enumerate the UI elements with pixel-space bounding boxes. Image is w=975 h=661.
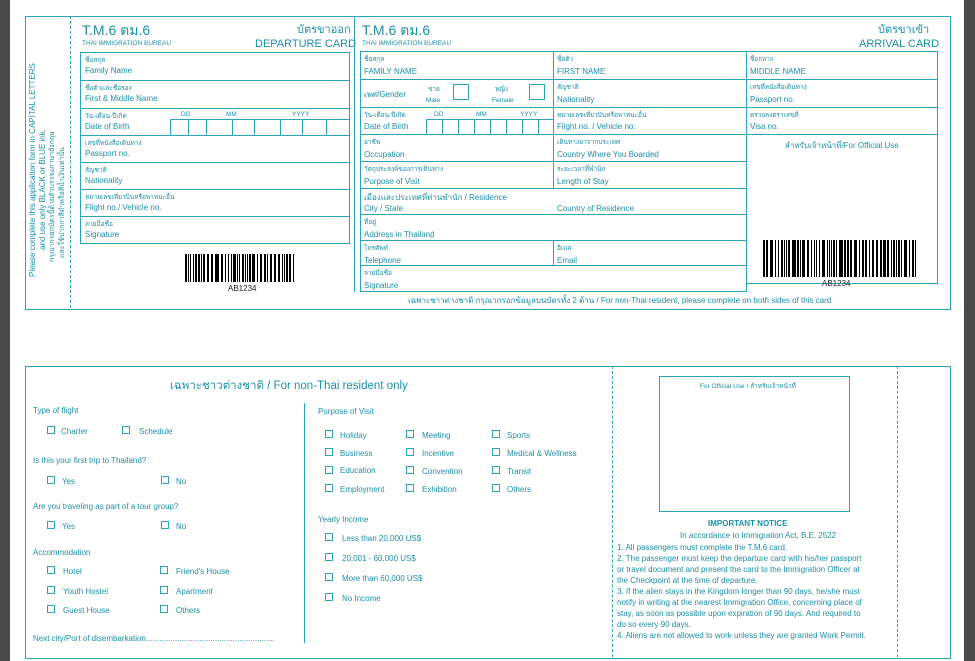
barcode-stripe <box>770 240 772 277</box>
arrival-email-en: Email <box>557 256 578 265</box>
barcode-stripe <box>264 254 267 282</box>
barcode-stripe <box>881 240 882 277</box>
barcode-stripe <box>221 254 223 282</box>
barcode-stripe <box>883 240 885 277</box>
purpose-transit-label: Transit <box>507 467 532 476</box>
arrival-bureau: THAI IMMIGRATION BUREAU <box>362 40 452 47</box>
barcode-stripe <box>233 254 236 282</box>
arrival-occupation-th: อาชีพ <box>364 139 381 146</box>
type-of-flight-label: Type of flight <box>33 406 79 415</box>
barcode-stripe <box>293 254 294 282</box>
yearly-income-label: Yearly Income <box>318 515 369 524</box>
purpose-of-visit-label: Purpose of Visit <box>318 407 374 416</box>
departure-label-en: Date of Birth <box>85 122 130 131</box>
barcode-stripe <box>792 240 793 277</box>
arrival-family-en: FAMILY NAME <box>364 67 418 76</box>
first-trip-yes-checkbox[interactable] <box>47 476 55 484</box>
barcode-stripe <box>814 240 815 277</box>
income-20k-60k-checkbox[interactable] <box>325 553 333 561</box>
departure-label-en: Nationality <box>85 176 123 185</box>
arrival-flight-en: Flight no. / Vehicle no. <box>557 122 636 131</box>
notice-line: the Checkpoint at the time of departure. <box>617 576 758 585</box>
departure-dob-mm: MM <box>226 111 237 118</box>
arrival-flight-th: หมายเลขเที่ยวบินหรือพาหนะอื่น <box>557 112 647 119</box>
barcode-stripe <box>829 240 830 277</box>
back-perforation <box>897 366 898 657</box>
arrival-telephone-th: โทรศัพท์ <box>364 245 388 252</box>
barcode-stripe <box>819 240 821 277</box>
income-less-20k-label: Less than 20,000 US$ <box>342 534 422 543</box>
arrival-dob-dd: DD <box>434 111 444 118</box>
barcode-stripe <box>901 240 903 277</box>
arrival-visa-th: ตรวจลงตราเลขที่ <box>750 112 799 119</box>
arrival-purpose-en: Purpose of Visit <box>364 177 420 186</box>
barcode-stripe <box>778 240 779 277</box>
barcode-stripe <box>784 240 785 277</box>
barcode-stripe <box>211 254 213 282</box>
schedule-label: Schedule <box>139 427 173 436</box>
barcode-stripe <box>862 240 864 277</box>
accommodation-others-checkbox[interactable] <box>160 605 168 613</box>
departure-label-th: เลขที่หนังสือเดินทาง <box>85 140 142 147</box>
arrival-address-th: ที่อยู่ <box>364 219 376 226</box>
barcode-stripe <box>775 240 777 277</box>
arrival-country-res-en: Country of Residence <box>557 204 634 213</box>
barcode-stripe <box>887 240 889 277</box>
barcode-stripe <box>193 254 194 282</box>
arrival-dob-en: Date of Birth <box>364 122 409 131</box>
barcode-stripe <box>216 254 219 282</box>
barcode-stripe <box>257 254 258 282</box>
barcode-stripe <box>185 254 187 282</box>
dob-divider <box>170 119 171 136</box>
arrival-gender-label: เพศ/Gender <box>364 90 406 99</box>
barcode-stripe <box>800 240 801 277</box>
barcode-stripe <box>912 240 914 277</box>
barcode-stripe <box>816 240 817 277</box>
purpose-incentive-label: Incentive <box>422 449 455 458</box>
back-heading: เฉพาะชาวต่างชาติ / For non-Thai resident only <box>170 380 408 392</box>
charter-label: Charter <box>61 427 88 436</box>
income-more-60k-checkbox[interactable] <box>325 573 333 581</box>
arrival-purpose-th: วัตถุประสงค์ของการเดินทาง <box>364 166 443 173</box>
dob-divider <box>490 119 491 135</box>
arrival-nationality-en: Nationality <box>557 95 595 104</box>
male-label-th: ชาย <box>428 86 440 93</box>
barcode-stripe <box>827 240 828 277</box>
male-label-en: Male <box>426 97 441 104</box>
official-use-box <box>659 376 850 512</box>
notice-line: 2. The passenger must keep the departure card with his/her passport <box>617 554 862 563</box>
arrival-passport-en: Passport no. <box>750 95 795 104</box>
notice-line: 4. Aliens are not allowed to work unless they are granted Work Permit. <box>617 631 866 640</box>
side-note-th-2: และใช้ปากกาสีดำหรือสีน้ำเงินเท่านั้น <box>59 147 66 258</box>
purpose-incentive-checkbox[interactable] <box>406 448 414 456</box>
barcode-stripe <box>788 240 790 277</box>
barcode-stripe <box>891 240 892 277</box>
barcode-stripe <box>249 254 252 282</box>
dob-divider <box>280 119 281 136</box>
female-label-en: Female <box>492 97 514 104</box>
dob-divider <box>326 119 327 136</box>
arrival-signature-en: Signature <box>364 281 399 290</box>
purpose-employment-label: Employment <box>340 485 385 494</box>
departure-field-signature[interactable] <box>80 216 350 244</box>
friends-house-label: Friend's House <box>176 567 230 576</box>
departure-label-en: First & Middle Name <box>85 94 158 103</box>
departure-barcode-text: AB1234 <box>228 284 257 293</box>
youth-hostel-label: Youth Hostel <box>63 587 109 596</box>
first-trip-no-label: No <box>176 477 187 486</box>
guest-house-label: Guest House <box>63 606 110 615</box>
dob-divider <box>302 119 303 136</box>
barcode-stripe <box>267 254 268 282</box>
barcode-stripe <box>811 240 812 277</box>
purpose-meeting-label: Meeting <box>422 431 451 440</box>
notice-subtitle: In accordance to Immigration Act, B.E. 2522 <box>680 531 837 540</box>
departure-barcode <box>185 254 295 282</box>
guest-house-checkbox[interactable] <box>47 605 55 613</box>
barcode-stripe <box>836 240 837 277</box>
barcode-stripe <box>237 254 238 282</box>
arrival-boarded-en: Country Where You Boarded <box>557 150 659 159</box>
departure-label-th: ชื่อตัวและชื่อรอง <box>85 85 132 92</box>
notice-title: IMPORTANT NOTICE <box>708 519 788 528</box>
arrival-city-en: City / State <box>364 204 404 213</box>
purpose-holiday-checkbox[interactable] <box>325 430 333 438</box>
barcode-stripe <box>239 254 241 282</box>
first-trip-label: Is this your first trip to Thailand? <box>33 456 147 465</box>
arrival-residence-th: เมืองและประเทศที่ท่านพำนัก / Residence <box>364 193 507 202</box>
arrival-nationality-th: สัญชาติ <box>557 84 579 91</box>
purpose-others-checkbox[interactable] <box>492 484 500 492</box>
arrival-field-signature[interactable] <box>360 265 747 292</box>
barcode-stripe <box>203 254 206 282</box>
dob-divider <box>254 119 255 136</box>
barcode-stripe <box>896 240 897 277</box>
purpose-exhibition-checkbox[interactable] <box>406 484 414 492</box>
arrival-address-en: Address in Thailand <box>364 230 435 239</box>
official-use-box-label: For Official Use / สำหรับเจ้าหน้าที่ <box>700 383 796 390</box>
barcode-stripe <box>876 240 878 277</box>
departure-dob-dd: DD <box>181 111 191 118</box>
notice-line: do so every 90 days. <box>617 620 691 629</box>
first-trip-no-checkbox[interactable] <box>161 476 169 484</box>
tour-group-no-checkbox[interactable] <box>161 521 169 529</box>
next-city-field[interactable]: Next city/Port of disembarkation.......................................................... <box>33 634 275 643</box>
dob-divider <box>232 119 233 136</box>
youth-hostel-checkbox[interactable] <box>47 586 55 594</box>
barcode-stripe <box>278 254 281 282</box>
barcode-stripe <box>231 254 232 282</box>
document-page <box>10 0 964 661</box>
arrival-middle-th: ชื่อกลาง <box>750 56 774 63</box>
barcode-stripe <box>880 240 881 277</box>
female-checkbox[interactable] <box>529 84 545 100</box>
barcode-stripe <box>850 240 852 277</box>
barcode-stripe <box>274 254 276 282</box>
barcode-stripe <box>802 240 804 277</box>
purpose-employment-checkbox[interactable] <box>325 484 333 492</box>
purpose-transit-checkbox[interactable] <box>492 466 500 474</box>
dob-divider <box>506 119 507 135</box>
barcode-stripe <box>284 254 285 282</box>
arrival-barcode-text: AB1234 <box>822 279 851 288</box>
barcode-stripe <box>831 240 832 277</box>
barcode-stripe <box>763 240 765 277</box>
schedule-checkbox[interactable] <box>122 426 130 434</box>
tour-group-no-label: No <box>176 522 187 531</box>
arrival-code: T.M.6 ตม.6 <box>362 22 431 38</box>
barcode-stripe <box>904 240 906 277</box>
barcode-stripe <box>793 240 795 277</box>
apartment-label: Apartment <box>176 587 213 596</box>
arrival-title-en: ARRIVAL CARD <box>859 38 940 50</box>
arrival-signature-th: ลายมือชื่อ <box>364 270 392 277</box>
notice-line: notify in writing at the nearest Immigration Office, concerning place of <box>617 598 862 607</box>
arrival-field-email[interactable] <box>553 240 747 266</box>
male-checkbox[interactable] <box>453 84 469 100</box>
side-note-en-2: and use only BLACK or BLUE ink. <box>38 129 47 250</box>
side-note-en-1: Please complete this application form in CAPITAL LETTERS <box>28 63 37 277</box>
notice-line: 1. All passengers must complete the T.M.6 card. <box>617 543 788 552</box>
accommodation-others-label: Others <box>176 606 201 615</box>
barcode-stripe <box>859 240 861 277</box>
purpose-education-checkbox[interactable] <box>325 466 333 474</box>
arrival-title-th: บัตรขาเข้า <box>878 24 930 36</box>
barcode-stripe <box>242 254 244 282</box>
barcode-stripe <box>215 254 216 282</box>
barcode-stripe <box>854 240 856 277</box>
barcode-stripe <box>893 240 895 277</box>
tour-group-yes-checkbox[interactable] <box>47 521 55 529</box>
barcode-stripe <box>188 254 190 282</box>
arrival-dob-mm: MM <box>476 111 487 118</box>
barcode-stripe <box>766 240 768 277</box>
arrival-footer-note: เฉพาะชาวต่างชาติ กรุณากรอกข้อมูลบนบัตรทั้ง 2 ด้าน / For non-Thai resident, please complete on both sides of this card <box>408 296 832 305</box>
barcode-stripe <box>872 240 874 277</box>
barcode-stripe <box>909 240 911 277</box>
barcode-stripe <box>252 254 255 282</box>
arrival-middle-en: MIDDLE NAME <box>750 67 806 76</box>
official-use-label: สำหรับเจ้าหน้าที่/For Official Use <box>785 141 899 150</box>
purpose-others-label: Others <box>507 485 532 494</box>
purpose-education-label: Education <box>340 466 376 475</box>
arrival-visa-en: Visa no. <box>750 122 779 131</box>
arrival-first-en: FIRST NAME <box>557 67 606 76</box>
departure-bureau: THAI IMMIGRATION BUREAU <box>82 40 172 47</box>
barcode-stripe <box>844 240 846 277</box>
dob-divider <box>426 119 427 135</box>
barcode-stripe <box>195 254 197 282</box>
female-label-th: หญิง <box>495 86 508 93</box>
dob-divider <box>458 119 459 135</box>
barcode-stripe <box>840 240 842 277</box>
barcode-stripe <box>869 240 871 277</box>
arrival-length-en: Length of Stay <box>557 177 609 186</box>
barcode-stripe <box>786 240 787 277</box>
barcode-stripe <box>781 240 783 277</box>
purpose-holiday-label: Holiday <box>340 431 367 440</box>
barcode-stripe <box>807 240 809 277</box>
barcode-stripe <box>822 240 824 277</box>
arrival-telephone-en: Telephone <box>364 256 401 265</box>
departure-label-en: Passport no. <box>85 149 130 158</box>
hotel-label: Hotel <box>63 567 82 576</box>
departure-label-th: ชื่อสกุล <box>85 57 106 64</box>
arrival-barcode <box>763 240 918 277</box>
purpose-sports-checkbox[interactable] <box>492 430 500 438</box>
dob-divider <box>442 119 443 135</box>
departure-title-th: บัตรขาออก <box>297 24 351 36</box>
dob-divider <box>206 119 207 136</box>
barcode-stripe <box>915 240 916 277</box>
hotel-checkbox[interactable] <box>47 566 55 574</box>
barcode-stripe <box>190 254 191 282</box>
departure-label-th: ลายมือชื่อ <box>85 221 113 228</box>
purpose-sports-label: Sports <box>507 431 531 440</box>
column-divider <box>304 403 305 643</box>
barcode-stripe <box>847 240 849 277</box>
income-20k-60k-label: 20,001 - 60,000 US$ <box>342 554 416 563</box>
barcode-stripe <box>289 254 291 282</box>
barcode-stripe <box>898 240 900 277</box>
purpose-medical-checkbox[interactable] <box>492 448 500 456</box>
departure-label-th: สัญชาติ <box>85 167 107 174</box>
dob-divider <box>474 119 475 135</box>
back-perforation <box>612 366 613 657</box>
purpose-business-checkbox[interactable] <box>325 448 333 456</box>
arrival-family-th: ชื่อสกุล <box>364 56 385 63</box>
departure-title-en: DEPARTURE CARD <box>255 38 357 50</box>
barcode-stripe <box>198 254 200 282</box>
departure-perforation <box>70 16 71 308</box>
tour-group-label: Are you traveling as part of a tour group? <box>33 502 179 511</box>
notice-line: 3. If the alien stays in the Kingdom longer than 90 days, he/she must <box>617 587 860 596</box>
departure-label-en: Family Name <box>85 66 133 75</box>
arrival-dob-th: วัน-เดือน-ปีเกิด <box>364 112 406 119</box>
income-none-checkbox[interactable] <box>325 593 333 601</box>
dob-divider <box>170 119 350 120</box>
first-trip-yes-label: Yes <box>62 477 76 486</box>
charter-checkbox[interactable] <box>47 426 55 434</box>
barcode-stripe <box>286 254 289 282</box>
purpose-meeting-checkbox[interactable] <box>406 430 414 438</box>
barcode-stripe <box>201 254 202 282</box>
apartment-checkbox[interactable] <box>160 586 168 594</box>
card-separator <box>354 16 355 292</box>
income-none-label: No Income <box>342 594 381 603</box>
barcode-stripe <box>207 254 209 282</box>
departure-code: T.M.6 ตม.6 <box>82 22 151 38</box>
barcode-stripe <box>839 240 840 277</box>
departure-label-en: Flight no./ Vehicle no. <box>85 203 162 212</box>
purpose-medical-label: Medical & Wellness <box>507 449 577 458</box>
barcode-stripe <box>865 240 867 277</box>
barcode-stripe <box>797 240 799 277</box>
purpose-exhibition-label: Exhibition <box>422 485 457 494</box>
notice-line: or travel document and present the card to the Immigration Officer at <box>617 565 860 574</box>
arrival-length-th: ระยะเวลาที่พำนัก <box>557 166 606 173</box>
arrival-passport-th: เลขที่หนังสือเดินทาง <box>750 84 807 91</box>
departure-label-th: วัน-เดือน-ปีเกิด <box>85 113 127 120</box>
accommodation-label: Accommodation <box>33 548 91 557</box>
departure-label-th: หมายเลขเที่ยวบินหรือพาหนะอื่น <box>85 194 175 201</box>
income-less-20k-checkbox[interactable] <box>325 533 333 541</box>
dob-divider <box>522 119 523 135</box>
barcode-stripe <box>228 254 230 282</box>
barcode-stripe <box>225 254 226 282</box>
departure-dob-yyyy: YYYY <box>292 111 310 118</box>
barcode-stripe <box>282 254 283 282</box>
arrival-boarded-th: เดินทางมาจากประเทศ <box>557 139 621 146</box>
barcode-stripe <box>247 254 248 282</box>
dob-divider <box>538 119 539 135</box>
arrival-occupation-en: Occupation <box>364 150 405 159</box>
arrival-first-th: ชื่อตัว <box>557 56 574 63</box>
notice-line: stay, as soon as possible upon expiration of 90 days. And required to <box>617 609 861 618</box>
purpose-convention-label: Convention <box>422 467 463 476</box>
barcode-stripe <box>270 254 272 282</box>
arrival-email-th: อีเมล <box>557 245 572 252</box>
departure-label-en: Signature <box>85 230 120 239</box>
side-note-th-1: กรุณากรอกบัตรนี้ด้วยตัวบรรจงภาษาอังกฤษ <box>49 131 56 262</box>
tour-group-yes-label: Yes <box>62 522 76 531</box>
dob-divider <box>188 119 189 136</box>
income-more-60k-label: More than 60,000 US$ <box>342 574 423 583</box>
purpose-convention-checkbox[interactable] <box>406 466 414 474</box>
friends-house-checkbox[interactable] <box>160 566 168 574</box>
barcode-stripe <box>245 254 246 282</box>
barcode-stripe <box>260 254 262 282</box>
barcode-stripe <box>833 240 835 277</box>
purpose-business-label: Business <box>340 449 373 458</box>
arrival-dob-yyyy: YYYY <box>520 111 538 118</box>
